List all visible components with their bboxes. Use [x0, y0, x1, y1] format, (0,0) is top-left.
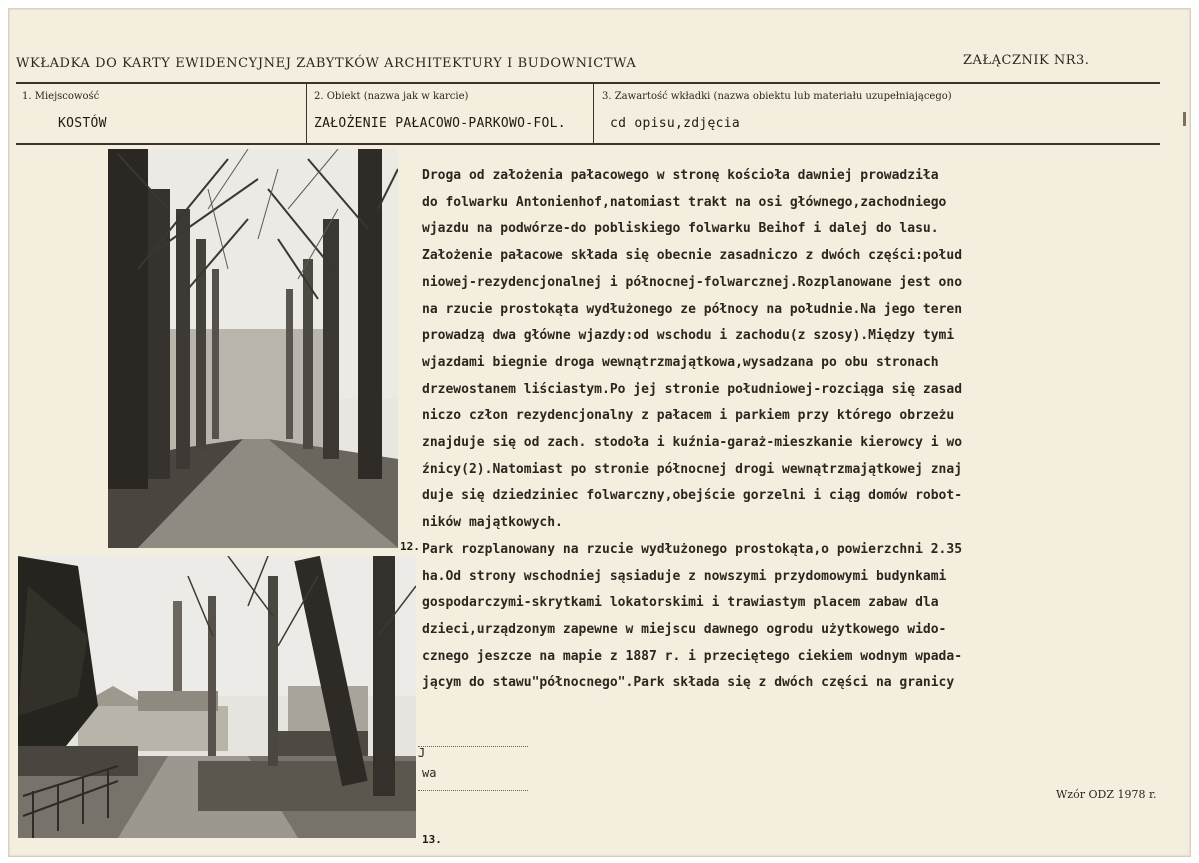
text-line: drzewostanem liściastym.Po jej stronie południowej-rozciąga się zasad	[422, 381, 963, 397]
form-title: WKŁADKA DO KARTY EWIDENCYJNEJ ZABYTKÓW ARCHITEKTURY I BUDOWNICTWA	[16, 56, 637, 71]
column-divider-2	[593, 84, 594, 143]
field-value-object: ZAŁOŻENIE PAŁACOWO-PARKOWO-FOL.	[314, 116, 566, 131]
text-line: do folwarku Antonienhof,natomiast trakt na osi głównego,zachodniego	[422, 194, 947, 210]
residual-mark: J	[418, 746, 426, 760]
text-line: jącym do stawu"północnego".Park składa się z dwóch części na granicy	[422, 675, 955, 691]
photo-number-12: 12.	[400, 540, 420, 553]
dotted-line	[418, 790, 528, 791]
text-line: Droga od założenia pałacowego w stronę kościoła dawniej prowadziła	[422, 168, 939, 183]
text-line: Park rozplanowany na rzucie wydłużonego prostokąta,o powierzchni 2.35	[422, 541, 963, 557]
photo-number-13: 13.	[422, 833, 442, 846]
text-line: cznego jeszcze na mapie z 1887 r. i przeciętego ciekiem wodnym wpada-	[422, 648, 963, 664]
header-bottom-rule	[16, 143, 1160, 145]
text-line: Założenie pałacowe składa się obecnie zasadniczo z dwóch części:połud	[422, 248, 963, 264]
text-line: znajduje się od zach. stodoła i kuźnia-garaż-mieszkanie kierowcy i wo	[422, 435, 963, 451]
description-text	[422, 163, 1132, 697]
dotted-line	[418, 746, 528, 747]
field-label-locality: 1. Miejscowość	[22, 91, 100, 102]
text-line: ha.Od strony wschodniej sąsiaduje z nowszymi przydomowymi budynkami	[422, 568, 947, 584]
field-value-locality: KOSTÓW	[58, 116, 107, 131]
column-divider-1	[306, 84, 307, 143]
text-line: źnicy(2).Natomiast po stronie północnej drogi wewnątrzmajątkowej znaj	[422, 461, 963, 477]
text-line: wjazdu na podwórze-do pobliskiego folwarku Beihof i dalej do lasu.	[422, 221, 939, 237]
text-line: duje się dziedziniec folwarczny,obejście gorzelni i ciąg domów robot-	[422, 488, 963, 504]
annex-number: ZAŁĄCZNIK NR3.	[963, 53, 1090, 68]
text-line: na rzucie prostokąta wydłużonego ze północy na południe.Na jego teren	[422, 301, 963, 317]
field-value-content: cd opisu,zdjęcia	[610, 116, 741, 131]
text-line: prowadzą dwa główne wjazdy:od wschodu i zachodu(z szosy).Między tymi	[422, 328, 955, 344]
photo-avenue	[108, 149, 398, 548]
text-line: niowej-rezydencjonalnej i północnej-folwarcznej.Rozplanowane jest ono	[422, 274, 963, 290]
field-label-content: 3. Zawartość wkładki (nazwa obiektu lub materiału uzupełniającego)	[602, 91, 952, 102]
text-line: gospodarczymi-skrytkami lokatorskimi i trawiastym placem zabaw dla	[422, 595, 939, 611]
edge-mark	[1183, 112, 1186, 126]
header-top-rule	[16, 82, 1160, 84]
text-line: dzieci,urządzonym zapewne w miejscu dawnego ogrodu użytkowego wido-	[422, 621, 947, 637]
field-label-object: 2. Obiekt (nazwa jak w karcie)	[314, 91, 469, 102]
text-line: wjazdami biegnie droga wewnątrzmajątkowa,wysadzana po obu stronach	[422, 354, 939, 370]
text-line: ników majątkowych.	[422, 515, 563, 531]
photo-courtyard	[18, 556, 416, 838]
text-line: niczo człon rezydencjonalny z pałacem i parkiem przy którego obrzeżu	[422, 408, 955, 424]
form-template-note: Wzór ODZ 1978 r.	[1056, 788, 1157, 801]
residual-text: wa	[422, 766, 437, 780]
